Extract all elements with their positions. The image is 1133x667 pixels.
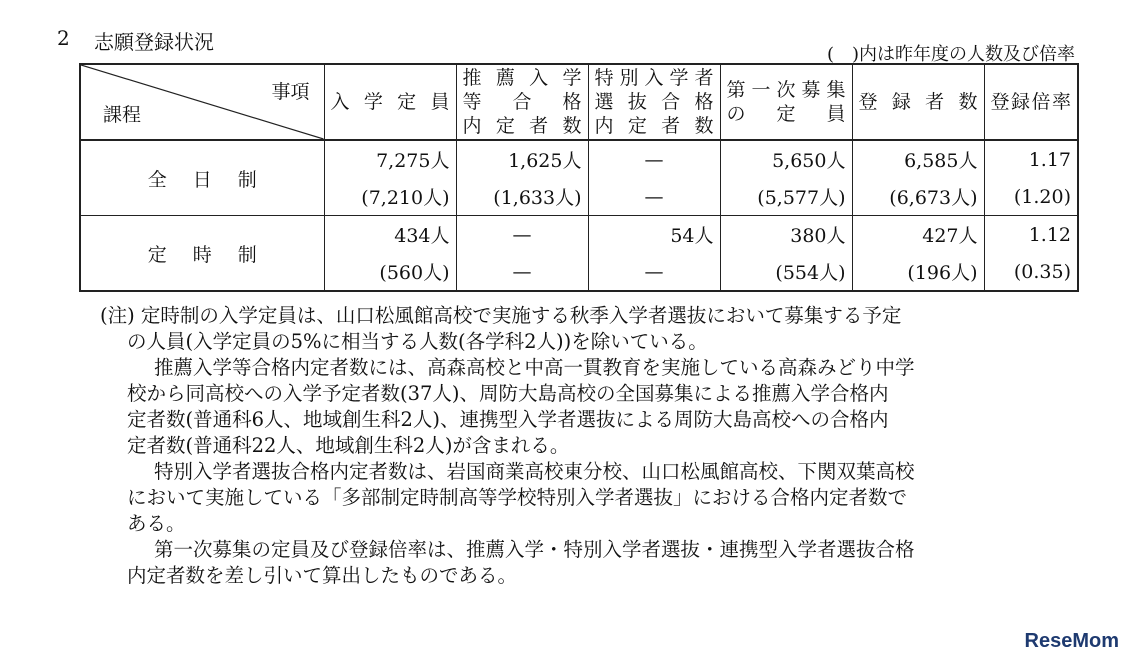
header-capacity: 入学定員 xyxy=(324,64,456,140)
header-recommended: 推薦入学 等 合 格 内定者数 xyxy=(456,64,588,140)
cell: (196人) xyxy=(852,253,984,291)
note-line: 定者数(普通科6人、地域創生科2人)、連携型入学者選抜による周防大島高校への合格内 xyxy=(127,408,889,431)
corner-cell xyxy=(80,64,324,140)
notes-block xyxy=(100,303,1060,589)
cell: — xyxy=(588,140,720,178)
table-header-row xyxy=(80,64,1078,140)
cell: (5,577人) xyxy=(720,178,852,216)
note-line: 校から同高校への入学予定者数(37人)、周防大島高校の全国募集による推薦入学合格内 xyxy=(127,382,889,405)
cell: (7,210人) xyxy=(324,178,456,216)
cell: 427人 xyxy=(852,216,984,254)
corner-label-item: 事項 xyxy=(271,81,310,103)
cell: — xyxy=(588,178,720,216)
section-title: 志願登録状況 xyxy=(94,30,214,54)
cell: 1.17 xyxy=(984,140,1078,178)
cell: 54人 xyxy=(588,216,720,254)
header-first-round: 第一次募集 の 定 員 xyxy=(720,64,852,140)
note-line: 特別入学者選抜合格内定者数は、岩国商業高校東分校、山口松風館高校、下関双葉高校 xyxy=(154,460,915,483)
section-number: 2 xyxy=(57,26,70,50)
cell: — xyxy=(456,216,588,254)
cell: 1,625人 xyxy=(456,140,588,178)
cell: (1,633人) xyxy=(456,178,588,216)
registration-table xyxy=(79,63,1079,292)
cell: 6,585人 xyxy=(852,140,984,178)
note-line: ある。 xyxy=(127,512,186,535)
row-label-parttime: 定時制 xyxy=(80,216,324,292)
cell: (554人) xyxy=(720,253,852,291)
table-note: ( )内は昨年度の人数及び倍率 xyxy=(826,44,1075,65)
corner-label-course: 課程 xyxy=(103,104,142,126)
cell: (560人) xyxy=(324,253,456,291)
cell: 5,650人 xyxy=(720,140,852,178)
resemom-logo: ReseMom xyxy=(1024,630,1119,652)
note-line: の人員(入学定員の5%に相当する人数(各学科2人))を除いている。 xyxy=(127,330,708,353)
note-line: 内定者数を差し引いて算出したものである。 xyxy=(127,564,518,587)
cell: (0.35) xyxy=(984,253,1078,291)
cell: 7,275人 xyxy=(324,140,456,178)
note-line: 定者数(普通科22人、地域創生科2人)が含まれる。 xyxy=(127,434,570,457)
cell: 380人 xyxy=(720,216,852,254)
cell: — xyxy=(588,253,720,291)
table-row xyxy=(80,216,1078,254)
header-special: 特別入学者 選抜合格 内定者数 xyxy=(588,64,720,140)
note-line: において実施している「多部制定時制高等学校特別入学者選抜」における合格内定者数で xyxy=(127,486,908,509)
header-registered: 登録者数 xyxy=(852,64,984,140)
note-line: 第一次募集の定員及び登録倍率は、推薦入学・特別入学者選抜・連携型入学者選抜合格 xyxy=(154,538,915,561)
cell: 434人 xyxy=(324,216,456,254)
cell: — xyxy=(456,253,588,291)
cell: 1.12 xyxy=(984,216,1078,254)
note-line: (注) 定時制の入学定員は、山口松風館高校で実施する秋季入学者選抜において募集する予定 xyxy=(100,304,902,327)
table-row xyxy=(80,140,1078,178)
row-label-fulltime: 全日制 xyxy=(80,140,324,216)
header-ratio: 登録倍率 xyxy=(984,64,1078,140)
cell: (1.20) xyxy=(984,178,1078,216)
note-line: 推薦入学等合格内定者数には、高森高校と中高一貫教育を実施している高森みどり中学 xyxy=(154,356,915,379)
cell: (6,673人) xyxy=(852,178,984,216)
